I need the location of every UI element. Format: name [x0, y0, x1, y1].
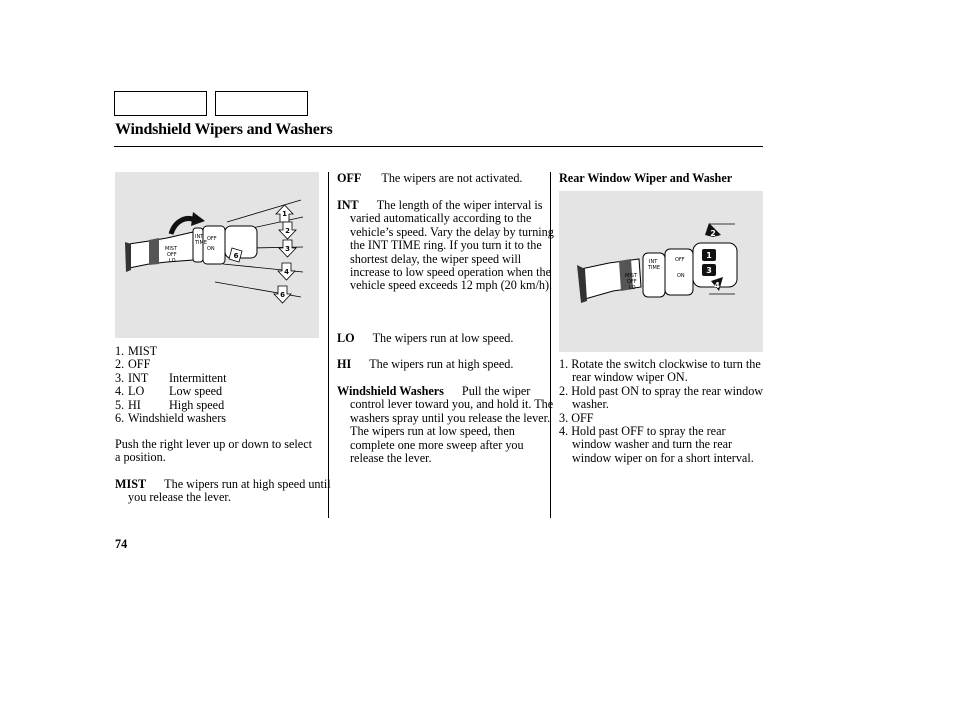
callout-3: 3	[706, 266, 712, 275]
switch-label: LO	[169, 258, 176, 264]
switch-label: ON	[207, 246, 215, 252]
callout-1: 1	[706, 251, 712, 260]
switch-position-list	[115, 345, 320, 425]
lo-description: LO The wipers run at low speed.	[337, 331, 514, 345]
callout-6-lower: 6	[280, 291, 285, 299]
switch-label: TIME	[648, 265, 661, 271]
switch-label: INT	[649, 259, 658, 265]
list-item: 3. OFF	[559, 410, 594, 425]
switch-label: LO	[629, 285, 636, 291]
list-item: 4. LO Low speed	[115, 384, 223, 399]
front-wiper-lever-illustration	[115, 172, 319, 338]
list-item: 1. Rotate the switch clockwise to turn the rear window wiper ON.	[559, 357, 761, 385]
callout-4: 4	[284, 268, 289, 276]
hi-description: HI The wipers run at high speed.	[337, 357, 514, 371]
list-item: 6. Windshield washers	[115, 411, 227, 426]
rear-wiper-switch-illustration	[559, 191, 763, 352]
int-description: INT The length of the wiper interval is varied automatically according to the vehicle’s speed. Vary the delay by turning the INT TIME ring. If you turn it to the shortest delay, the wiper speed will increase to low speed operation when the vehicle speed exceeds 12 mph (20 km/h).	[337, 198, 554, 293]
switch-label: TIME	[195, 240, 208, 246]
switch-label: OFF	[207, 236, 217, 242]
list-item: 5. HI High speed	[115, 397, 225, 412]
rear-wiper-heading: Rear Window Wiper and Washer	[559, 171, 733, 185]
callout-6: 6	[233, 252, 239, 260]
washers-description: Windshield Washers Pull the wiper control lever toward you, and hold it. The washers spray until you release the lever. The wipers run at low speed, then complete one more sweep after you release the lever.	[337, 384, 554, 466]
list-item: 1. MIST	[115, 344, 158, 358]
callout-4: 4	[714, 281, 720, 290]
push-lever-instruction: Push the right lever up or down to select a position.	[115, 437, 312, 465]
switch-label: ON	[677, 273, 685, 279]
title-rule	[114, 146, 763, 147]
section-tab-box	[215, 91, 308, 116]
switch-label: OFF	[167, 252, 177, 258]
mist-description: MIST The wipers run at high speed until you release the lever.	[115, 477, 331, 505]
callout-3: 3	[285, 245, 290, 253]
chapter-tab-box	[114, 91, 207, 116]
callout-2: 2	[285, 227, 290, 235]
column-divider	[328, 172, 329, 518]
callout-2: 2	[710, 229, 716, 238]
switch-label: OFF	[627, 279, 637, 285]
list-item: 3. INT Intermittent	[115, 370, 227, 385]
list-item: 2. OFF	[115, 357, 151, 372]
switch-label: INT	[195, 234, 204, 240]
callout-1: 1	[282, 210, 287, 218]
switch-label: MIST	[625, 273, 638, 279]
list-item: 2. Hold past ON to spray the rear window washer.	[559, 383, 764, 412]
switch-label: OFF	[675, 257, 685, 263]
off-description: OFF The wipers are not activated.	[337, 171, 523, 185]
switch-label: MIST	[165, 246, 178, 252]
page-number: 74	[115, 537, 128, 551]
page-title: Windshield Wipers and Washers	[115, 121, 333, 138]
list-item: 4. Hold past OFF to spray the rear window washer and turn the rear window wiper on for a short interval.	[559, 424, 754, 465]
rear-wiper-steps	[559, 358, 764, 465]
